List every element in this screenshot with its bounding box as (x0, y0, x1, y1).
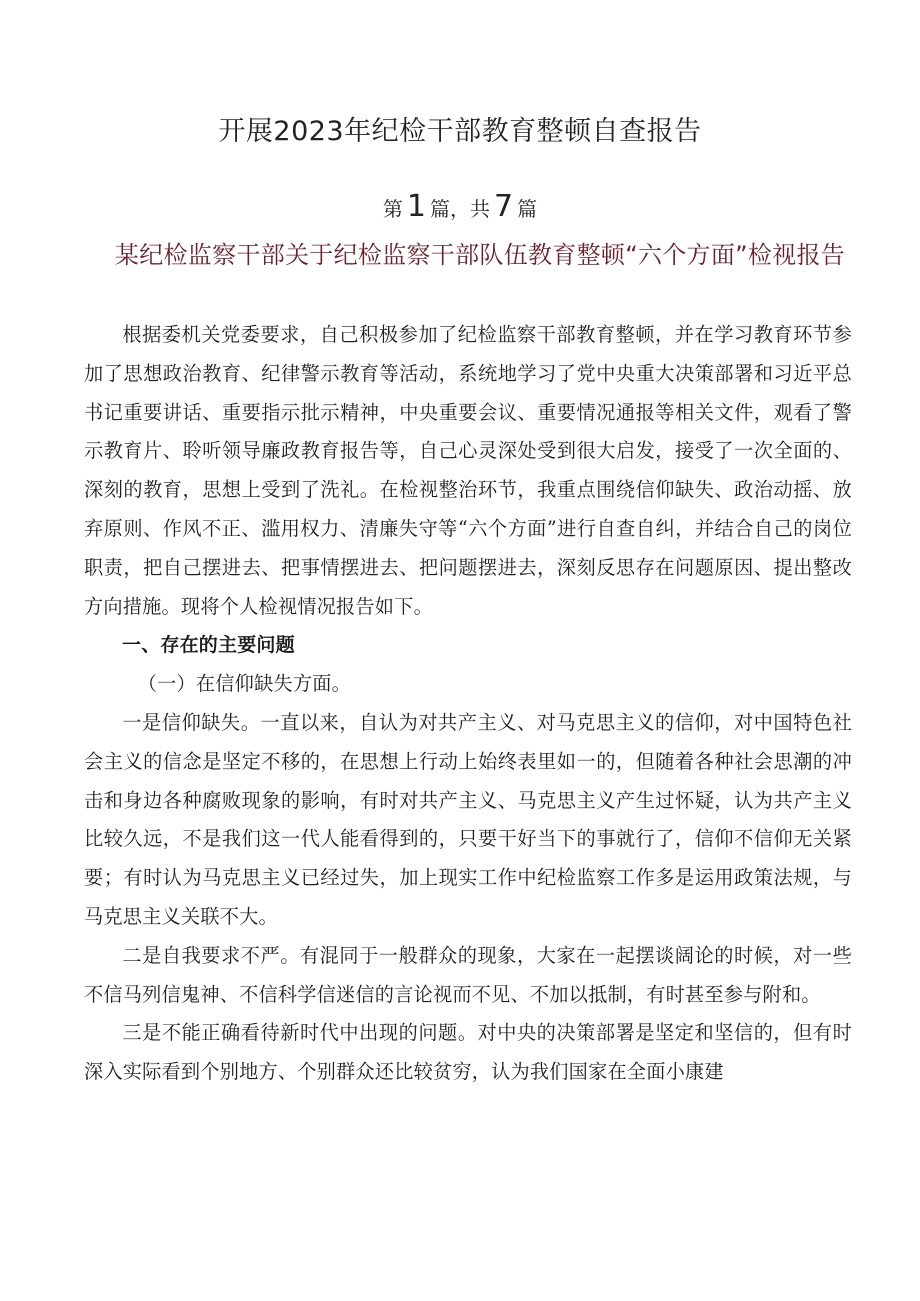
paragraph-self-discipline: 二是自我要求不严。有混同于一般群众的现象，大家在一起摆谈阔论的时候，对一些不信马列信鬼神、不信科学信迷信的言论视而不见、不加以抵制，有时甚至参与附和。 (84, 943, 852, 1006)
paragraph-new-era-issues: 三是不能正确看待新时代中出现的问题。对中央的决策部署是坚定和坚信的，但有时深入实际看到个别地方、个别群众还比较贫穷，认为我们国家在全面小康建 (84, 1021, 852, 1084)
part-mid-text: 篇，共 (430, 197, 490, 221)
section-heading: 一、存在的主要问题 (122, 634, 295, 657)
part-indicator (0, 190, 920, 226)
part-total-number: 7 (494, 189, 514, 224)
subsection-heading: （一）在信仰缺失方面。 (137, 672, 352, 696)
intro-paragraph: 根据委机关党委要求，自己积极参加了纪检监察干部教育整顿，并在学习教育环节参加了思想政治教育、纪律警示教育等活动，系统地学习了党中央重大决策部署和习近平总书记重要讲话、重要指示批示精神，中央重要会议、重要情况通报等相关文件，观看了警示教育片、聆听领导廉政教育报告等，自己心灵深处受到很大启发，接受了一次全面的、深刻的教育，思想上受到了洗礼。在检视整治环节，我重点围绕信仰缺失、政治动摇、放弃原则、作风不正、滥用权力、清廉失守等“六个方面”进行自查自纠，并结合自己的岗位职责，把自己摆进去、把事情摆进去、把问题摆进去，深刻反思存在问题原因、提出整改方向措施。现将个人检视情况报告如下。 (84, 323, 852, 618)
part-suffix: 篇 (517, 197, 538, 221)
part-prefix: 第 (382, 197, 403, 221)
document-body (84, 316, 852, 1092)
paragraph-faith: 一是信仰缺失。一直以来，自认为对共产主义、对马克思主义的信仰，对中国特色社会主义的信念是坚定不移的，在思想上行动上始终表里如一的，但随着各种社会思潮的冲击和身边各种腐败现象的影响，有时对共产主义、马克思主义产生过怀疑，认为共产主义比较久远，不是我们这一代人能看得到的，只要干好当下的事就行了，信仰不信仰无关紧要；有时认为马克思主义已经过失，加上现实工作中纪检监察工作多是运用政策法规，与马克思主义关联不大。 (84, 710, 852, 928)
document-title: 开展2023年纪检干部教育整顿自查报告 (218, 116, 702, 147)
part-current-number: 1 (406, 189, 426, 224)
article-title: 某纪检监察干部关于纪检监察干部队伍教育整顿“六个方面”检视报告 (114, 241, 846, 269)
